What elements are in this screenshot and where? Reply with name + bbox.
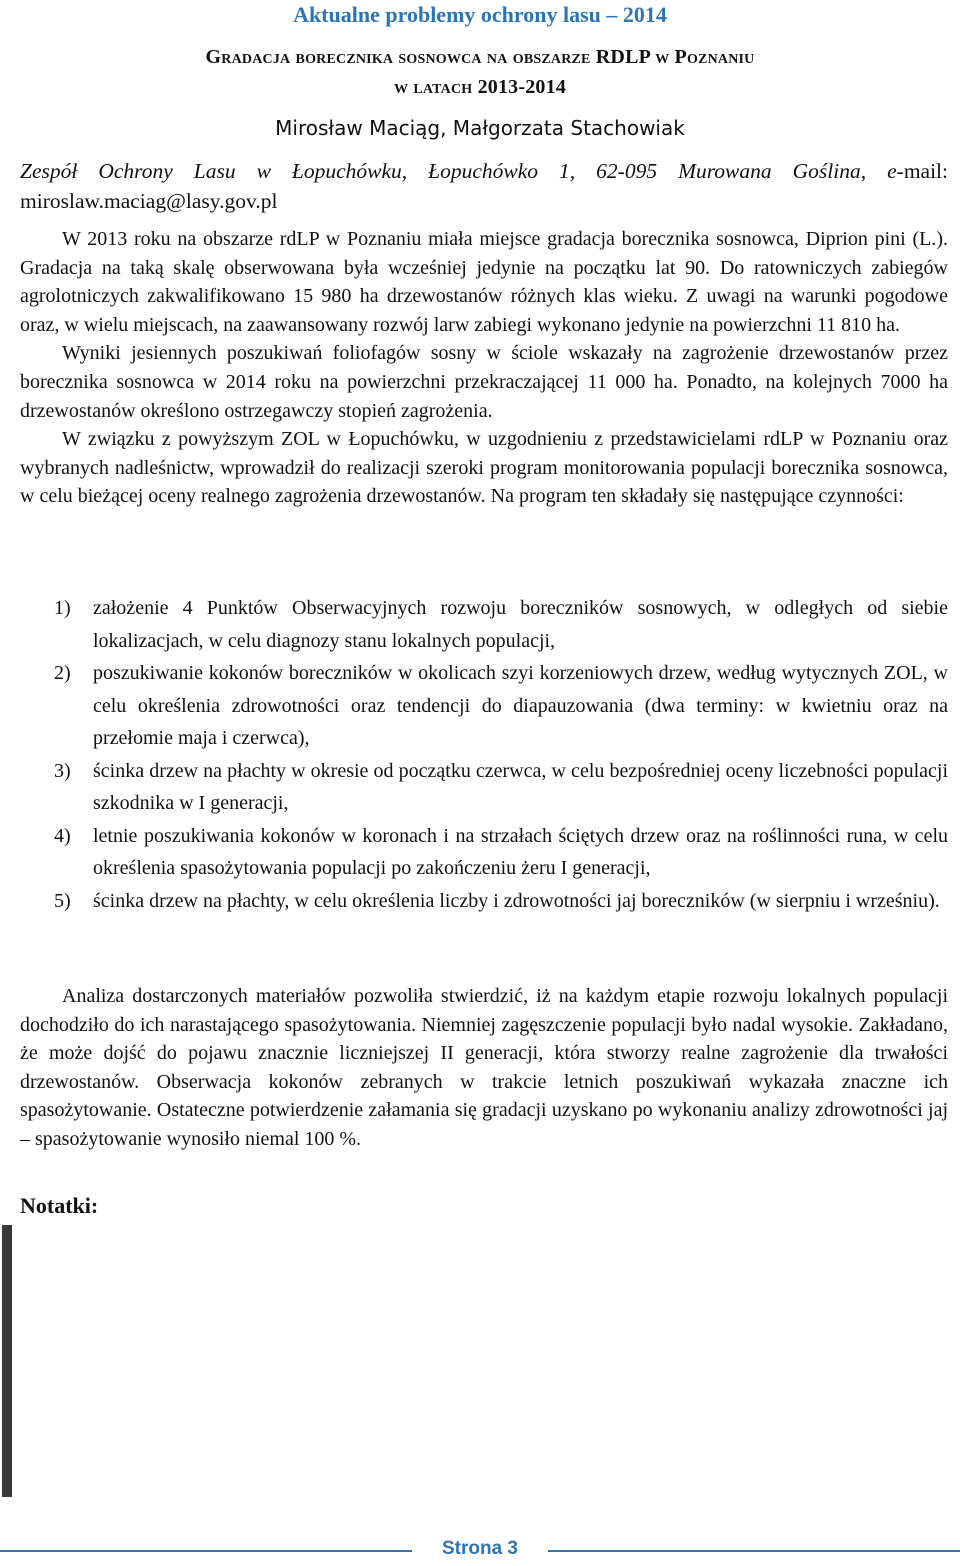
analysis-paragraph: Analiza dostarczonych materiałów pozwoliła stwierdzić, iż na każdym etapie rozwoju lokalnych populacji dochodziło do ich narastającego spasożytowania. Niemniej zagęszczenie populacji było nadal wysokie. Zakładano, że może dojść do pojawu znacznie liczniejszej II generacji, która stworzy realne zagrożenie dla trwałości drzewostanów. Obserwacja kokonów zebranych w trakcie letnich poszukiwań wykazała znaczne ich spasożytowanie. Ostateczne potwierdzenie załamania się gradacji uzyskano po wykonaniu analizy zdrowotności jaj – spasożytowanie wynosiło niemal 100 %. — [20, 985, 948, 1150]
list-item — [20, 820, 948, 885]
list-item — [20, 592, 948, 657]
article-title-line-2 — [0, 76, 960, 99]
page-number-label: Strona 3 — [432, 1538, 528, 1559]
activities-list — [20, 592, 948, 917]
affiliation-text: Zespół Ochrony Lasu w Łopuchówku, Łopuchówko 1, 62-095 Murowana Goślina, e- — [20, 159, 904, 183]
list-item-number: 3) — [54, 759, 71, 782]
paragraph-2: Wyniki jesiennych poszukiwań foliofagów sosny w ściole wskazały na zagrożenie drzewostanów przez borecznika sosnowca w 2014 roku na powierzchni przekraczającej 11 000 ha. Ponadto, na kolejnych 7000 ha drzewostanów określono ostrzegawczy stopień zagrożenia. — [20, 342, 948, 422]
list-item — [20, 755, 948, 820]
article-title-text-1: Gradacja borecznika sosnowca na obszarze RDLP w Poznaniu — [205, 46, 755, 68]
paragraph-3: W związku z powyższym ZOL w Łopuchówku, w uzgodnieniu z przedstawicielami rdLP w Poznaniu oraz wybranych nadleśnictw, wprowadził do realizacji szeroki program monitorowania populacji borecznika sosnowca, w celu bieżącej oceny realnego zagrożenia drzewostanów. Na program ten składały się następujące czynności: — [20, 428, 948, 508]
list-item-number: 2) — [54, 662, 71, 684]
article-title-line-1 — [0, 46, 960, 69]
list-item-text: ścinka drzew na płachty, w celu określenia liczby i zdrowotności jaj boreczników (w sierpniu i wrześniu). — [93, 889, 940, 912]
email[interactable]: mail: miroslaw.maciag@lasy.gov.pl — [20, 159, 948, 213]
list-item-text: ścinka drzew na płachty w okresie od początku czerwca, w celu bezpośredniej oceny liczebności populacji szkodnika w I generacji, — [93, 759, 948, 814]
affiliation — [20, 156, 948, 216]
notes-margin-bar — [2, 1225, 12, 1497]
authors: Mirosław Maciąg, Małgorzata Stachowiak — [275, 116, 685, 140]
page-number — [0, 1538, 960, 1560]
list-item-text: letnie poszukiwania kokonów w koronach i na strzałach ściętych drzew oraz na roślinności runa, w celu określenia spasożytowania populacji po zakończeniu żeru I generacji, — [93, 824, 948, 879]
running-header: Aktualne problemy ochrony lasu – 2014 — [293, 2, 667, 27]
list-item-text: poszukiwanie kokonów boreczników w okolicach szyi korzeniowych drzew, według wytycznych ZOL, w celu określenia zdrowotności oraz tendencji do diapauzowania (dwa terminy: w kwietniu oraz na przełomie maja i czerwca), — [93, 662, 948, 749]
list-item-number: 1) — [54, 597, 71, 619]
list-item — [20, 885, 948, 918]
list-item — [20, 657, 948, 755]
list-item-number: 4) — [54, 824, 71, 847]
list-item-text: założenie 4 Punktów Obserwacyjnych rozwoju boreczników sosnowych, w odległych od siebie lokalizacjach, w celu diagnozy stanu lokalnych populacji, — [93, 597, 948, 652]
list-item-number: 5) — [54, 889, 71, 912]
abstract-body — [20, 225, 948, 511]
article-title-text-2: w latach 2013-2014 — [393, 76, 567, 98]
analysis-section — [20, 982, 948, 1154]
notes-label: Notatki: — [20, 1193, 99, 1218]
paragraph-1: W 2013 roku na obszarze rdLP w Poznaniu miała miejsce gradacja borecznika sosnowca, Diprion pini (L.). Gradacja na taką skalę obserwowana była wcześniej jedynie na początku lat 90. Do ratowniczych zabiegów agrolotniczych zakwalifikowano 15 980 ha drzewostanów różnych klas wieku. Z uwagi na warunki pogodowe oraz, w wielu miejscach, na zaawansowany rozwój larw zabiegi wykonano jedynie na powierzchni 11 810 ha. — [20, 228, 948, 336]
